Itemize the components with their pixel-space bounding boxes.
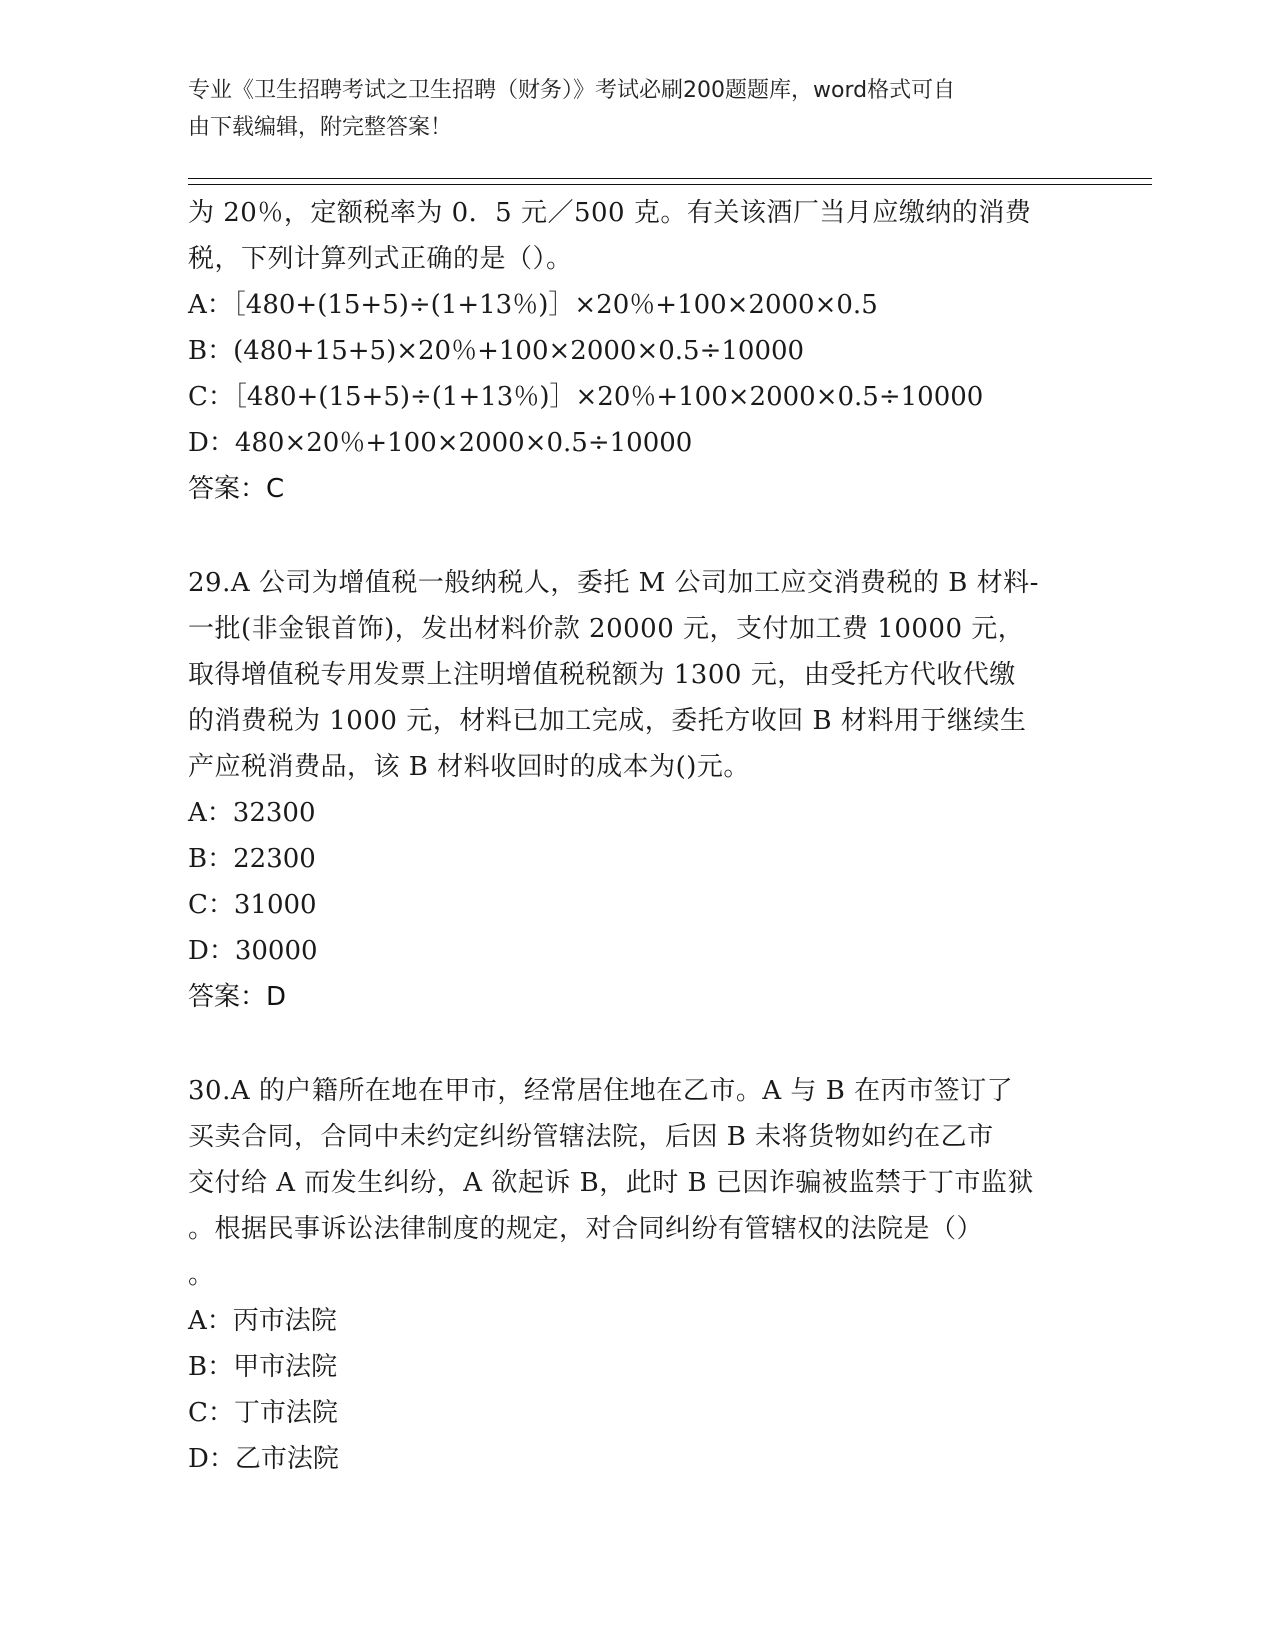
option-b: B：甲市法院 xyxy=(188,1352,338,1382)
option-d: D：乙市法院 xyxy=(188,1444,339,1474)
question-text-line: 。根据民事诉讼法律制度的规定，对合同纠纷有管辖权的法院是（） xyxy=(188,1214,984,1244)
spacer xyxy=(188,512,1088,560)
answer-line: 答案：C xyxy=(188,474,285,504)
option-c: C：31000 xyxy=(188,890,317,920)
spacer xyxy=(188,1020,1088,1068)
option-a: A：丙市法院 xyxy=(188,1306,337,1336)
question-text-line: 产应税消费品，该 B 材料收回时的成本为()元。 xyxy=(188,752,750,782)
header-line-1: 专业《卫生招聘考试之卫生招聘（财务）》考试必刷200题题库，word格式可自 xyxy=(188,78,956,103)
document-header xyxy=(188,72,1068,146)
option-b: B：22300 xyxy=(188,844,316,874)
option-c: C：［480+(15+5)÷(1+13％)］×20％+100×2000×0.5÷10000 xyxy=(188,382,984,412)
question-list xyxy=(188,190,1088,1482)
option-a: A：32300 xyxy=(188,798,316,828)
answer-line: 答案：D xyxy=(188,982,287,1012)
option-b: B：(480+15+5)×20％+100×2000×0.5÷10000 xyxy=(188,336,805,366)
question-text-line: 税，下列计算列式正确的是（）。 xyxy=(188,244,573,274)
question-text-line: 的消费税为 1000 元，材料已加工完成，委托方收回 B 材料用于继续生 xyxy=(188,706,1027,736)
question-text-line: 一批(非金银首饰)，发出材料价款 20000 元，支付加工费 10000 元， xyxy=(188,614,1025,644)
question-30 xyxy=(188,1068,1088,1482)
question-28 xyxy=(188,190,1088,512)
question-text-line: 买卖合同，合同中未约定纠纷管辖法院，后因 B 未将货物如约在乙市 xyxy=(188,1122,994,1152)
question-text-line: 交付给 A 而发生纠纷，A 欲起诉 B，此时 B 已因诈骗被监禁于丁市监狱 xyxy=(188,1168,1034,1198)
question-text-line: 为 20％，定额税率为 0．5 元／500 克。有关该酒厂当月应缴纳的消费 xyxy=(188,198,1032,228)
header-divider-bottom xyxy=(188,184,1152,185)
option-a: A：［480+(15+5)÷(1+13％)］×20％+100×2000×0.5 xyxy=(188,290,878,320)
option-d: D：30000 xyxy=(188,936,318,966)
header-line-2: 由下载编辑，附完整答案！ xyxy=(188,115,453,140)
option-d: D：480×20％+100×2000×0.5÷10000 xyxy=(188,428,693,458)
question-text-line: 取得增值税专用发票上注明增值税税额为 1300 元，由受托方代收代缴 xyxy=(188,660,1016,690)
header-divider-top xyxy=(188,178,1152,179)
question-text-line: 。 xyxy=(188,1260,215,1290)
question-text-line: 29.A 公司为增值税一般纳税人，委托 M 公司加工应交消费税的 B 材料- xyxy=(188,568,1039,598)
question-text-line: 30.A 的户籍所在地在甲市，经常居住地在乙市。A 与 B 在丙市签订了 xyxy=(188,1076,1014,1106)
option-c: C：丁市法院 xyxy=(188,1398,338,1428)
question-29 xyxy=(188,560,1088,1020)
